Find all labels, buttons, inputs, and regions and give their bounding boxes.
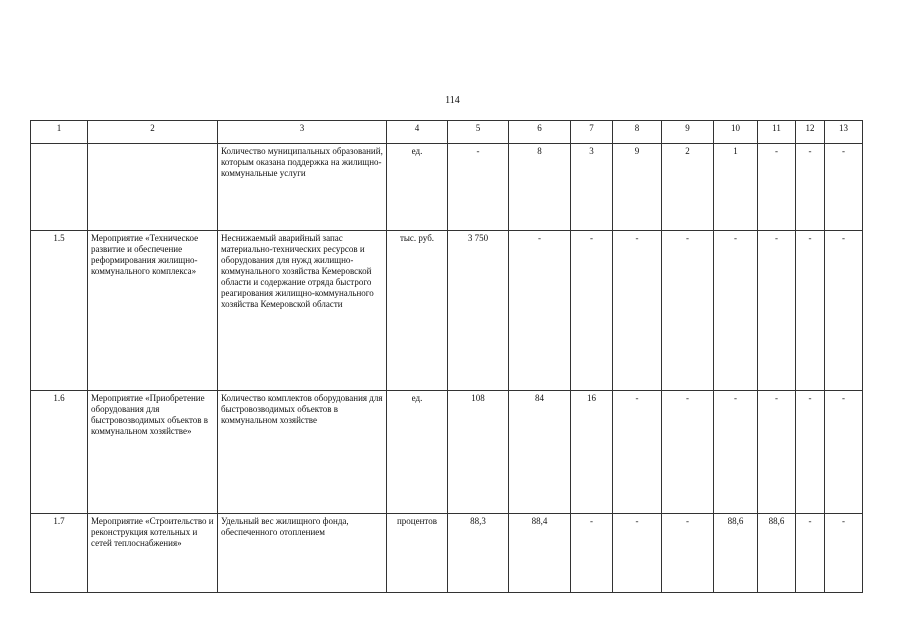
value-cell: 88,6 bbox=[758, 514, 796, 593]
header-row bbox=[31, 121, 863, 144]
indicator-name: Удельный вес жилищного фонда, обеспеченного отоплением bbox=[218, 514, 387, 593]
event-name: Мероприятие «Приобретение оборудования для быстровозводимых объектов в коммунальном хозяйстве» bbox=[88, 391, 218, 514]
value-cell: - bbox=[509, 231, 571, 391]
row-number: 1.7 bbox=[31, 514, 88, 593]
unit: процентов bbox=[387, 514, 448, 593]
value-cell: 1 bbox=[714, 144, 758, 231]
value-cell: 3 bbox=[571, 144, 613, 231]
header-cell: 7 bbox=[571, 121, 613, 144]
value-cell: 8 bbox=[509, 144, 571, 231]
value-cell: - bbox=[758, 231, 796, 391]
value-cell: 108 bbox=[448, 391, 509, 514]
value-cell: - bbox=[758, 144, 796, 231]
value-cell: 84 bbox=[509, 391, 571, 514]
row-number: 1.6 bbox=[31, 391, 88, 514]
header-cell: 9 bbox=[662, 121, 714, 144]
table-row bbox=[31, 514, 863, 593]
value-cell: - bbox=[796, 144, 825, 231]
event-name bbox=[88, 144, 218, 231]
value-cell: 9 bbox=[613, 144, 662, 231]
value-cell: - bbox=[662, 514, 714, 593]
header-cell: 4 bbox=[387, 121, 448, 144]
value-cell: - bbox=[714, 231, 758, 391]
table-row bbox=[31, 231, 863, 391]
header-cell: 10 bbox=[714, 121, 758, 144]
value-cell: - bbox=[825, 514, 863, 593]
header-cell: 3 bbox=[218, 121, 387, 144]
indicator-name: Количество муниципальных образований, которым оказана поддержка на жилищно-коммунальные услуги bbox=[218, 144, 387, 231]
value-cell: - bbox=[613, 514, 662, 593]
event-name: Мероприятие «Строительство и реконструкция котельных и сетей теплоснабжения» bbox=[88, 514, 218, 593]
value-cell: - bbox=[571, 231, 613, 391]
page-number: 114 bbox=[445, 95, 460, 106]
event-name: Мероприятие «Техническое развитие и обеспечение реформирования жилищно-коммунального комплекса» bbox=[88, 231, 218, 391]
indicator-name: Количество комплектов оборудования для быстровозводимых объектов в коммунальном хозяйстве bbox=[218, 391, 387, 514]
table-row bbox=[31, 144, 863, 231]
value-cell: 88,4 bbox=[509, 514, 571, 593]
indicator-name: Неснижаемый аварийный запас материально-технических ресурсов и оборудования для нужд жилищно-коммунального хозяйства Кемеровской области и содержание отряда быстрого реагирования жилищно-коммунального хозяйства Кемеровской области bbox=[218, 231, 387, 391]
value-cell: - bbox=[796, 231, 825, 391]
value-cell: - bbox=[613, 391, 662, 514]
header-cell: 2 bbox=[88, 121, 218, 144]
header-cell: 13 bbox=[825, 121, 863, 144]
value-cell: - bbox=[571, 514, 613, 593]
unit: ед. bbox=[387, 144, 448, 231]
value-cell: 88,3 bbox=[448, 514, 509, 593]
unit: тыс. руб. bbox=[387, 231, 448, 391]
value-cell: - bbox=[613, 231, 662, 391]
value-cell: - bbox=[758, 391, 796, 514]
value-cell: 88,6 bbox=[714, 514, 758, 593]
value-cell: 3 750 bbox=[448, 231, 509, 391]
indicators-table bbox=[30, 120, 863, 593]
value-cell: - bbox=[714, 391, 758, 514]
header-cell: 6 bbox=[509, 121, 571, 144]
value-cell: - bbox=[825, 391, 863, 514]
header-cell: 11 bbox=[758, 121, 796, 144]
value-cell: - bbox=[662, 391, 714, 514]
header-cell: 12 bbox=[796, 121, 825, 144]
value-cell: - bbox=[796, 514, 825, 593]
value-cell: - bbox=[796, 391, 825, 514]
row-number: 1.5 bbox=[31, 231, 88, 391]
value-cell: 16 bbox=[571, 391, 613, 514]
unit: ед. bbox=[387, 391, 448, 514]
value-cell: - bbox=[662, 231, 714, 391]
value-cell: - bbox=[825, 231, 863, 391]
header-cell: 8 bbox=[613, 121, 662, 144]
table-row bbox=[31, 391, 863, 514]
header-cell: 1 bbox=[31, 121, 88, 144]
value-cell: - bbox=[448, 144, 509, 231]
header-cell: 5 bbox=[448, 121, 509, 144]
value-cell: - bbox=[825, 144, 863, 231]
row-number bbox=[31, 144, 88, 231]
value-cell: 2 bbox=[662, 144, 714, 231]
